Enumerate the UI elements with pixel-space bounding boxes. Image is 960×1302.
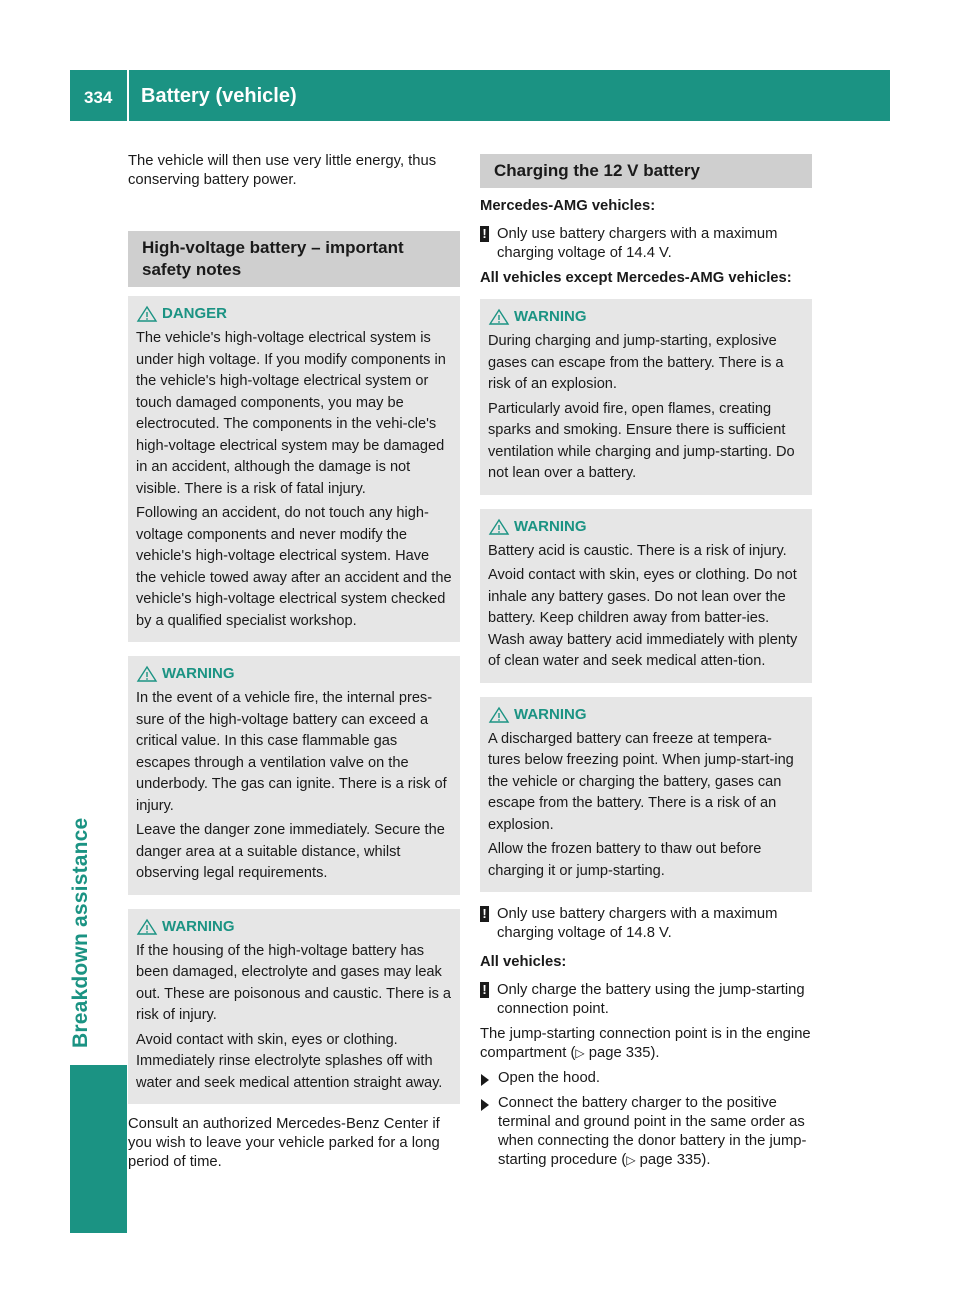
note-text: Only use battery chargers with a maximum charging voltage of 14.8 V.: [497, 906, 778, 941]
danger-title: [136, 304, 452, 324]
connection-point-paragraph: [480, 1025, 812, 1063]
page-reference-link[interactable]: page 335: [639, 1152, 702, 1168]
connection-text: The jump-starting connection point is in the engine compartment (: [480, 1026, 811, 1061]
step-open-hood: [480, 1069, 812, 1088]
danger-box: [128, 296, 460, 642]
warning-triangle-icon: [488, 518, 510, 536]
all-vehicles-label: All vehicles:: [480, 954, 567, 970]
warning-triangle-icon: [136, 918, 158, 936]
warning-paragraph: In the event of a vehicle fire, the internal pres-sure of the high-voltage battery can exceed a critical value. In this case flammable gas escapes through a ventilation valve on the underbody. The gas can ignite. There is a risk of injury.: [136, 690, 447, 814]
left-column: [128, 152, 460, 1172]
step-arrow-icon: [481, 1074, 489, 1086]
non-amg-label: All vehicles except Mercedes-AMG vehicles:: [480, 270, 792, 286]
side-tab-marker: [70, 1065, 127, 1233]
step-text: [498, 1094, 812, 1170]
warning-paragraph: Allow the frozen battery to thaw out before charging it or jump-starting.: [488, 841, 762, 879]
warning-paragraph: Leave the danger zone immediately. Secure the danger area at a suitable distance, whilst observing legal requirements.: [136, 822, 445, 881]
step-connect-charger: [480, 1094, 812, 1170]
exclamation-note-icon: !: [480, 906, 489, 922]
warning-paragraph: If the housing of the high-voltage battery has been damaged, electrolyte and gases may leak out. These are poisonous and caustic. There is a risk of injury.: [136, 942, 452, 1023]
page-title: Battery (vehicle): [141, 85, 297, 107]
warning-title: [136, 664, 452, 684]
warning-title-text: WARNING: [514, 517, 587, 535]
danger-paragraph: The vehicle's high-voltage electrical system is under high voltage. If you modify components in the vehicle's high-voltage electrical system or touch damaged components, you may be electrocuted. The components in the vehi-cle's high-voltage electrical system may be damaged in an accident, although the damage is not visible. There is a risk of fatal injury.: [136, 330, 446, 497]
warning-paragraph: Avoid contact with skin, eyes or clothing. Immediately rinse electrolyte splashes off with water and seek medical attention straight away.: [136, 1031, 443, 1091]
warning-title-text: WARNING: [514, 705, 587, 723]
section-heading-charging: Charging the 12 V battery: [480, 154, 812, 188]
side-tab-label: Breakdown assistance: [69, 817, 92, 1048]
warning-title: [136, 917, 452, 937]
danger-title-text: DANGER: [162, 305, 228, 322]
warning-box-housing: [128, 909, 460, 1105]
note-amg: [480, 225, 812, 263]
step-arrow-icon: [481, 1099, 489, 1111]
step-text-end: ).: [701, 1152, 711, 1168]
page-reference-link[interactable]: page 335: [588, 1045, 651, 1061]
danger-paragraph: Following an accident, do not touch any high-voltage components and never modify the vehicle's high-voltage electrical system. Have the vehicle towed away after an accident and the vehicle's high-voltage electrical system checked by a qualified specialist workshop.: [136, 505, 452, 629]
warning-box-freeze: [480, 697, 812, 893]
warning-title-text: WARNING: [162, 917, 235, 935]
warning-paragraph: Particularly avoid fire, open flames, creating sparks and smoking. Ensure there is sufficient ventilation while charging and jump-starting. Do not lean over a battery.: [488, 400, 795, 481]
warning-title-text: WARNING: [514, 308, 587, 325]
exclamation-note-icon: !: [480, 982, 489, 998]
section-heading-high-voltage: High-voltage battery – important safety notes: [128, 231, 460, 287]
warning-triangle-icon: [136, 665, 158, 683]
warning-triangle-icon: [488, 308, 510, 326]
warning-paragraph: Avoid contact with skin, eyes or clothing. Do not inhale any battery gases. Do not lean over the battery. Keep children away from batter-ies. Wash away battery acid immediately with plenty of clean water and seek medical atten-tion.: [488, 567, 798, 669]
exclamation-note-icon: !: [480, 226, 489, 242]
warning-box-acid: [480, 509, 812, 683]
warning-paragraph: Battery acid is caustic. There is a risk of injury.: [488, 542, 787, 559]
page-reference-triangle-icon: ▷: [575, 1046, 585, 1060]
connection-text-end: ).: [650, 1045, 660, 1061]
header-divider: [127, 70, 129, 121]
note-non-amg: [480, 905, 812, 943]
amg-label: Mercedes-AMG vehicles:: [480, 198, 656, 214]
step-text-main: Connect the battery charger to the positive terminal and ground point in the same order as when connecting the donor battery in the jump-starting procedure (: [498, 1095, 807, 1168]
warning-box-fire: [128, 656, 460, 895]
warning-paragraph: During charging and jump-starting, explosive gases can escape from the battery. There is a risk of an explosion.: [488, 333, 784, 392]
note-all-vehicles: [480, 981, 812, 1019]
note-text: Only charge the battery using the jump-starting connection point.: [497, 982, 805, 1017]
warning-paragraph: A discharged battery can freeze at tempera-tures below freezing point. When jump-start-ing the vehicle or charging the battery, gases can escape from the battery. There is a risk of an explosion.: [488, 730, 794, 833]
warning-box-explosive: [480, 299, 812, 495]
right-column: [480, 154, 812, 1170]
warning-title: [488, 307, 804, 327]
intro-paragraph: The vehicle will then use very little energy, thus conserving battery power.: [128, 153, 437, 188]
warning-title: [488, 517, 804, 537]
warning-triangle-icon: [488, 706, 510, 724]
warning-triangle-icon: [136, 305, 158, 323]
step-text: Open the hood.: [498, 1070, 601, 1086]
page-number: 334: [84, 88, 113, 107]
note-text: Only use battery chargers with a maximum charging voltage of 14.4 V.: [497, 226, 778, 261]
warning-title: [488, 705, 804, 725]
page-reference-triangle-icon: ▷: [626, 1153, 636, 1167]
outro-paragraph: Consult an authorized Mercedes-Benz Center if you wish to leave your vehicle parked for a long period of time.: [128, 1116, 440, 1170]
warning-title-text: WARNING: [162, 665, 235, 682]
